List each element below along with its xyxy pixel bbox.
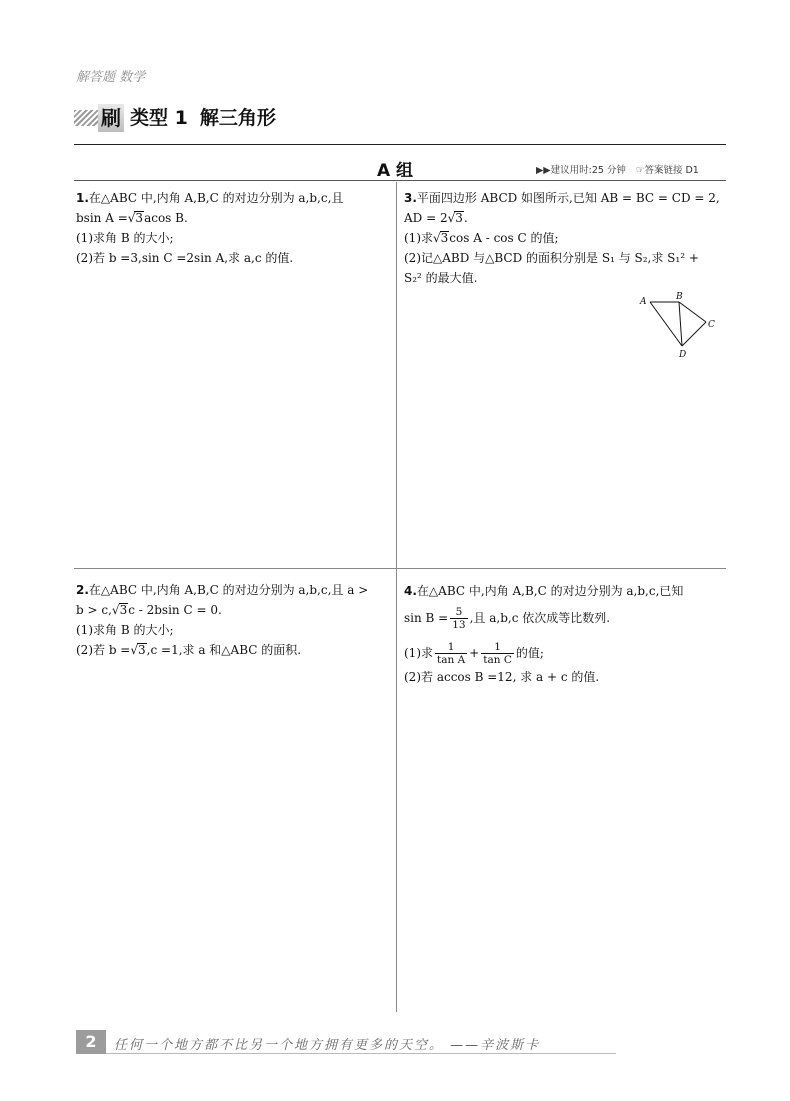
problem-4 [404, 580, 726, 688]
sub-question: cos A - cos C 的值; [449, 231, 559, 245]
footer-quote: 任何一个地方都不比另一个地方拥有更多的天空。 ——辛波斯卡 [114, 1038, 541, 1053]
sub-question: 的值; [515, 646, 544, 660]
sub-question: ,c =1,求 a 和△ABC 的面积. [146, 643, 302, 657]
problem-text: . [463, 211, 468, 225]
problem-text: acos B. [144, 211, 188, 225]
sub-question: (2)记△ABD 与△BCD 的面积分别是 S₁ 与 S₂,求 S₁² + [404, 251, 699, 265]
suggested-time: ▶▶建议用时:25 分钟 [536, 165, 626, 176]
fraction [481, 641, 514, 666]
problem-number: 3. [404, 191, 417, 205]
sub-question: (2)若 b = [76, 643, 131, 657]
fraction-denominator: 13 [452, 619, 466, 631]
group-rule [74, 180, 726, 181]
fraction-numerator: 1 [435, 641, 467, 654]
problem-text: 在△ABC 中,内角 A,B,C 的对边分别为 a,b,c,已知 [416, 584, 684, 598]
fraction-denominator: tan C [483, 654, 512, 666]
column-divider [396, 182, 397, 1012]
problem-number: 2. [76, 583, 89, 597]
sub-question: (1)求 [404, 231, 433, 245]
problem-text: sin B = [404, 611, 449, 625]
sqrt-radicand: 3 [455, 211, 463, 225]
sqrt-symbol: √3 [433, 231, 449, 245]
problem-number: 1. [76, 191, 89, 205]
sub-question: (1)求 [404, 646, 433, 660]
edge-cd [682, 322, 706, 346]
section-title [130, 104, 276, 132]
problem-3 [404, 188, 726, 288]
footer-rule [106, 1053, 616, 1054]
sqrt-symbol: √3 [127, 211, 144, 225]
vertex-label-c: C [708, 320, 715, 330]
diagonal-bd [679, 302, 682, 346]
problem-text: ,且 a,b,c 依次成等比数列. [469, 611, 611, 625]
section-heading [74, 104, 314, 134]
sqrt-radicand: 3 [119, 603, 128, 617]
sqrt-radicand: 3 [440, 231, 449, 245]
section-name: 解三角形 [199, 107, 276, 129]
fraction [450, 606, 467, 631]
problem-text: 在△ABC 中,内角 A,B,C 的对边分别为 a,b,c,且 [88, 191, 344, 205]
plus-sign: + [469, 646, 480, 660]
sub-question: S₂² 的最大值. [404, 271, 478, 285]
row-divider [74, 568, 726, 569]
sqrt-symbol: √3 [130, 643, 146, 657]
problem-text: 平面四边形 ABCD 如图所示,已知 AB = BC = CD = 2, [416, 191, 720, 205]
sub-question: (1)求角 B 的大小; [76, 623, 174, 637]
problem-text: c - 2bsin C = 0. [128, 603, 222, 617]
quadrilateral-figure [636, 290, 726, 360]
edge-da [650, 302, 682, 346]
sqrt-symbol: √3 [111, 603, 128, 617]
answer-link[interactable]: ☞答案链接 D1 [635, 165, 699, 176]
page-number: 2 [76, 1030, 106, 1054]
sub-question: (2)若 accos B =12, 求 a + c 的值. [404, 670, 600, 684]
time-info [536, 162, 699, 176]
fraction-denominator: tan A [437, 654, 466, 666]
fraction [435, 641, 467, 666]
problem-text: b > c, [76, 603, 112, 617]
section-number: 类型 1 [130, 107, 188, 129]
vertex-label-a: A [640, 297, 647, 307]
group-title: A 组 [376, 161, 414, 181]
problem-text: AD = 2 [404, 211, 448, 225]
sqrt-radicand: 3 [135, 211, 144, 225]
stripes-decoration [74, 110, 100, 126]
sqrt-symbol: √3 [447, 211, 463, 225]
edge-bc [679, 302, 706, 322]
sub-question: (1)求角 B 的大小; [76, 231, 174, 245]
vertex-label-d: D [679, 350, 687, 360]
sub-question: (2)若 b =3,sin C =2sin A,求 a,c 的值. [76, 251, 294, 265]
brush-badge: 刷 [98, 104, 124, 132]
problem-2 [76, 580, 388, 660]
fraction-numerator: 1 [481, 641, 514, 654]
problem-number: 4. [404, 584, 417, 598]
problem-text: bsin A = [76, 211, 128, 225]
fraction-numerator: 5 [450, 606, 467, 619]
header-category: 解答题 数学 [76, 70, 146, 85]
problem-text: 在△ABC 中,内角 A,B,C 的对边分别为 a,b,c,且 a > [88, 583, 369, 597]
vertex-label-b: B [676, 292, 683, 302]
top-rule [74, 144, 726, 145]
problem-1 [76, 188, 388, 268]
sqrt-radicand: 3 [138, 643, 146, 657]
